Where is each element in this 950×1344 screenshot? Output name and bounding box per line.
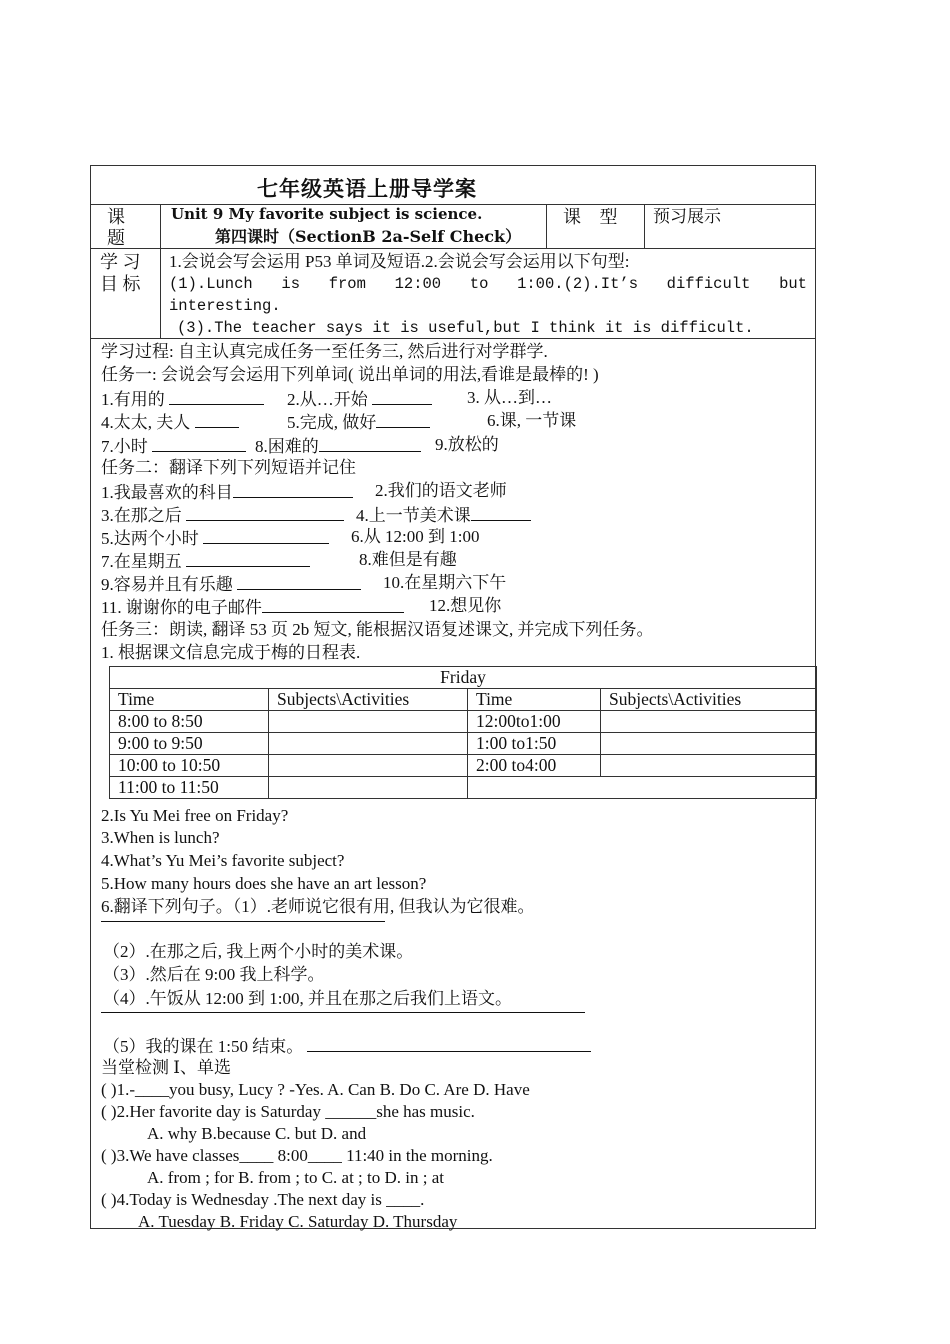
task1-text: 3. 从…到… (467, 388, 552, 407)
answer-blank[interactable] (195, 410, 239, 428)
task1-text: 8.困难的 (255, 437, 319, 456)
quiz-title: 当堂检测 Ⅰ、单选 (101, 1058, 231, 1077)
task2-text: 11. 谢谢你的电子邮件 (101, 598, 262, 617)
time-cell: 2:00 to4:00 (468, 755, 601, 777)
page-title: 七年级英语上册导学案 (257, 176, 477, 201)
column-divider (546, 204, 547, 248)
answer-blank[interactable] (319, 434, 421, 452)
answer-cell[interactable] (269, 733, 468, 755)
type-value: 预习展示 (653, 207, 721, 226)
task1-item (287, 410, 430, 434)
task1-item (255, 434, 421, 458)
answer-blank[interactable] (237, 572, 361, 590)
task1-text: 6.课, 一节课 (487, 411, 577, 430)
task3-title: 任务三：朗读, 翻译 53 页 2b 短文, 能根据汉语复述课文, 并完成下列任务。 (101, 620, 654, 639)
schedule-day: Friday (110, 667, 817, 689)
task3-q1: 1. 根据课文信息完成于梅的日程表. (101, 643, 361, 662)
lesson-title: 第四课时（SectionB 2a-Self Check） (215, 227, 522, 246)
task2-text: 2.我们的语文老师 (375, 481, 507, 500)
schedule-table (109, 666, 817, 799)
task2-item (101, 526, 329, 550)
quiz-options: A. why B.because C. but D. and (147, 1124, 367, 1143)
task1-item (101, 387, 264, 411)
task2-text: 5.达两个小时 (101, 529, 199, 548)
type-label: 课 型 (563, 207, 618, 227)
task2-item (359, 549, 457, 571)
translate-sentence (103, 1034, 591, 1058)
task1-text: 7.小时 (101, 437, 148, 456)
table-header: Time (110, 689, 269, 711)
column-divider (644, 204, 645, 248)
goals-line-2 (169, 273, 807, 295)
answer-blank[interactable] (376, 410, 430, 428)
table-row (110, 755, 817, 777)
task1-item (287, 387, 432, 411)
task2-text: 7.在星期五 (101, 552, 182, 571)
quiz-question: ( )3.We have classes____ 8:00____ 11:40 in the morning. (101, 1146, 493, 1165)
task2-item (101, 549, 310, 573)
task2-item (356, 503, 531, 527)
goals-line-3: interesting. (169, 297, 281, 315)
answer-blank[interactable] (186, 503, 344, 521)
task2-text: 6.从 12:00 到 1:00 (351, 527, 480, 546)
table-header: Subjects\Activities (601, 689, 817, 711)
task2-text: 12.想见你 (429, 596, 502, 615)
column-divider (160, 204, 161, 338)
topic-label: 课 题 (107, 207, 125, 248)
table-header: Time (468, 689, 601, 711)
translate-text: （5）我的课在 1:50 结束。 (103, 1037, 304, 1056)
task2-item (101, 595, 404, 619)
question: 3.When is lunch? (101, 828, 220, 847)
task2-item (351, 526, 479, 548)
answer-cell[interactable] (269, 711, 468, 733)
task1-item (487, 410, 576, 432)
translate-q6: 6.翻译下列句子。（1）.老师说它很有用, 但我认为它很难。 (101, 897, 535, 916)
task2-text: 10.在星期六下午 (383, 573, 507, 592)
answer-cell[interactable] (601, 755, 817, 777)
answer-line[interactable] (101, 921, 385, 922)
quiz-options: A. from ; for B. from ; to C. at ; to D. in ; at (147, 1168, 444, 1187)
quiz-question: ( )2.Her favorite day is Saturday ______she has music. (101, 1102, 475, 1121)
worksheet-frame (90, 165, 816, 1229)
answer-blank[interactable] (186, 549, 310, 567)
task1-item (435, 434, 499, 456)
task2-item (101, 503, 344, 527)
goals-label: 学 习 目 标 (100, 252, 141, 294)
time-cell: 11:00 to 11:50 (110, 777, 269, 799)
answer-cell[interactable] (601, 733, 817, 755)
answer-blank[interactable] (262, 595, 404, 613)
answer-line[interactable] (101, 1012, 585, 1013)
table-row (110, 777, 817, 799)
quiz-question: ( )1.-____you busy, Lucy ? -Yes. A. Can B. Do C. Are D. Have (101, 1080, 530, 1099)
task2-item (101, 572, 361, 596)
answer-blank[interactable] (203, 526, 329, 544)
task2-text: 4.上一节美术课 (356, 506, 471, 525)
quiz-options: A. Tuesday B. Friday C. Saturday D. Thursday (138, 1212, 458, 1231)
translate-sentence: （3）.然后在 9:00 我上科学。 (103, 965, 325, 984)
task1-title: 任务一: 会说会写会运用下列单词( 说出单词的用法,看谁是最棒的! ) (101, 365, 599, 384)
translate-sentence: （2）.在那之后, 我上两个小时的美术课。 (103, 942, 414, 961)
task1-text: 9.放松的 (435, 435, 499, 454)
goals-line-4: (3).The teacher says it is useful,but I think it is difficult. (177, 319, 754, 337)
time-cell: 10:00 to 10:50 (110, 755, 269, 777)
answer-cell[interactable] (468, 777, 817, 799)
time-cell: 1:00 to1:50 (468, 733, 601, 755)
goals-text: (1).Lunch is from 12:00 to 1:00.(2).It’s difficult but (169, 275, 807, 293)
table-header-row (110, 689, 817, 711)
task2-text: 3.在那之后 (101, 506, 182, 525)
task2-text: 8.难但是有趣 (359, 550, 457, 569)
question: 5.How many hours does she have an art lesson? (101, 874, 427, 893)
task1-text: 5.完成, 做好 (287, 413, 377, 432)
task2-item (429, 595, 501, 617)
task1-item (101, 434, 246, 458)
answer-blank[interactable] (307, 1034, 591, 1052)
question: 2.Is Yu Mei free on Friday? (101, 806, 289, 825)
answer-cell[interactable] (269, 777, 468, 799)
answer-cell[interactable] (269, 755, 468, 777)
task2-text: 1.我最喜欢的科目 (101, 483, 233, 502)
time-cell: 9:00 to 9:50 (110, 733, 269, 755)
goals-line-1: 1.会说会写会运用 P53 单词及短语.2.会说会写会运用以下句型: (169, 252, 630, 271)
quiz-question: ( )4.Today is Wednesday .The next day is ____. (101, 1190, 425, 1209)
time-cell: 8:00 to 8:50 (110, 711, 269, 733)
task1-text: 4.太太, 夫人 (101, 413, 191, 432)
task2-item (375, 480, 507, 502)
answer-blank[interactable] (233, 480, 353, 498)
table-row (110, 733, 817, 755)
task2-title: 任务二：翻译下列下列短语并记住 (101, 458, 356, 477)
table-header: Subjects\Activities (269, 689, 468, 711)
task2-item (101, 480, 353, 504)
unit-title: Unit 9 My favorite subject is science. (171, 205, 483, 223)
answer-blank[interactable] (372, 387, 432, 405)
task2-item (383, 572, 506, 594)
time-cell: 12:00to1:00 (468, 711, 601, 733)
table-row (110, 711, 817, 733)
answer-blank[interactable] (471, 503, 531, 521)
question: 4.What’s Yu Mei’s favorite subject? (101, 851, 345, 870)
answer-blank[interactable] (152, 434, 246, 452)
task1-item (467, 387, 552, 409)
answer-blank[interactable] (169, 387, 264, 405)
process-intro: 学习过程: 自主认真完成任务一至任务三, 然后进行对学群学. (101, 342, 548, 361)
task1-text: 1.有用的 (101, 390, 165, 409)
translate-sentence: （4）.午饭从 12:00 到 1:00, 并且在那之后我们上语文。 (103, 989, 512, 1008)
answer-cell[interactable] (601, 711, 817, 733)
task2-text: 9.容易并且有乐趣 (101, 575, 233, 594)
task1-text: 2.从…开始 (287, 390, 368, 409)
task1-item (101, 410, 239, 434)
row-divider (91, 248, 815, 249)
